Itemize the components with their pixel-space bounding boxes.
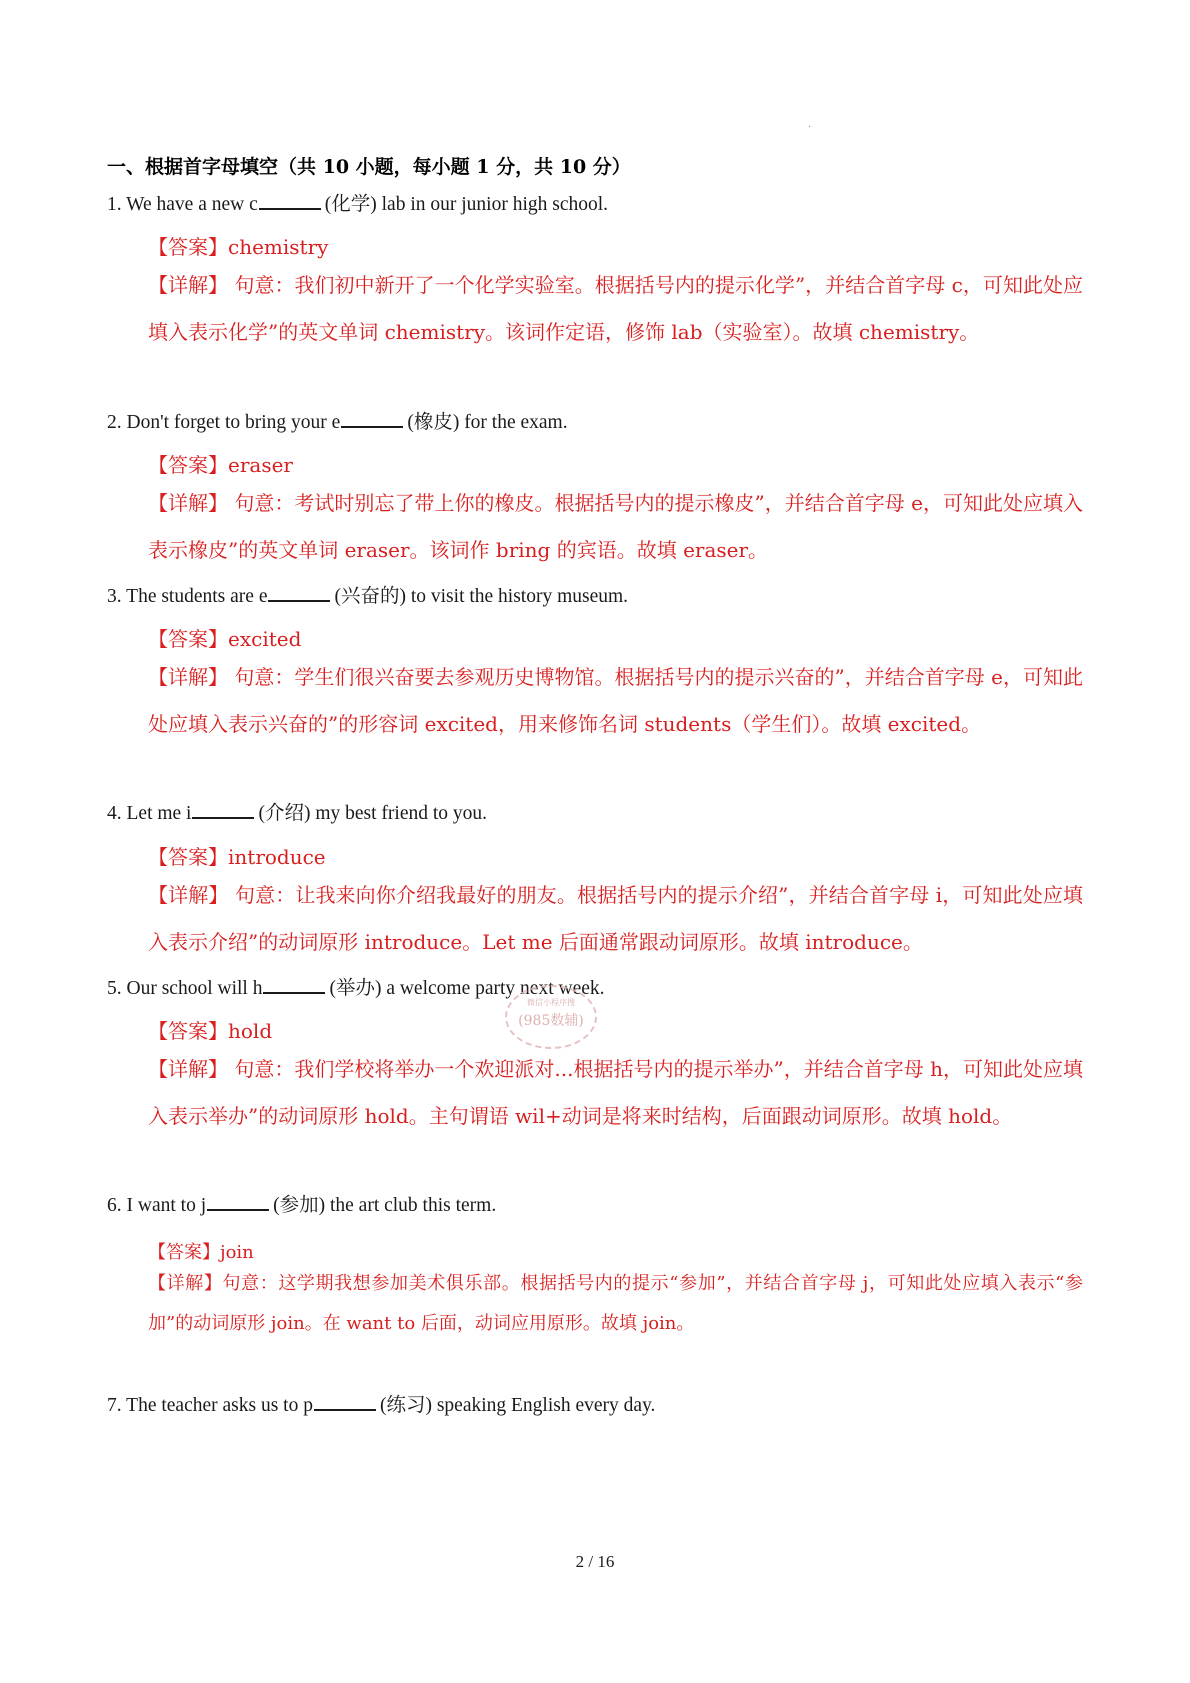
answer-blank-4 — [192, 801, 254, 819]
question-3: 3. The students are e (兴奋的) to visit the history museum. — [107, 586, 629, 607]
explanation-1: 【详解】 句意：我们初中新开了一个化学实验室。根据括号内的提示化学”，并结合首字母 c，可知此处应填入表示化学”的英文单词 chemistry。该词作定语，修饰 lab（实验室）。故填 chemistry。 — [148, 273, 1083, 344]
answer-4: 【答案】introduce — [148, 845, 326, 869]
explanation-4: 【详解】 句意：让我来向你介绍我最好的朋友。根据括号内的提示介绍”，并结合首字母 i，可知此处应填入表示介绍”的动词原形 introduce。Let me 后面通常跟动词原形。故填 introduce。 — [148, 883, 1084, 954]
explanation-3: 【详解】 句意：学生们很兴奋要去参观历史博物馆。根据括号内的提示兴奋的”，并结合首字母 e，可知此处应填入表示兴奋的”的形容词 excited，用来修饰名词 students（学生们）。故填 excited。 — [148, 665, 1084, 736]
question-6: 6. I want to j (参加) the art club this term. — [107, 1195, 497, 1216]
answer-blank-5 — [263, 976, 325, 994]
answer-6: 【答案】join — [148, 1242, 254, 1263]
question-2: 2. Don't forget to bring your e (橡皮) for the exam. — [107, 412, 568, 433]
watermark-stamp: 微信小程序搜 (985数辅) — [505, 985, 597, 1049]
answer-blank-7 — [314, 1393, 376, 1411]
explanation-5: 【详解】 句意：我们学校将举办一个欢迎派对...根据括号内的提示举办”，并结合首字母 h，可知此处应填入表示举办”的动词原形 hold。主句谓语 wil+动词是将来时结构，后面跟动词原形。故填 hold。 — [148, 1057, 1083, 1128]
question-5: 5. Our school will h (举办) a welcome party next week. — [107, 978, 605, 999]
answer-blank-6 — [207, 1193, 269, 1211]
question-7: 7. The teacher asks us to p (练习) speaking English every day. — [107, 1395, 656, 1416]
explanation-2: 【详解】 句意：考试时别忘了带上你的橡皮。根据括号内的提示橡皮”，并结合首字母 e，可知此处应填入表示橡皮”的英文单词 eraser。该词作 bring 的宾语。故填 eraser。 — [148, 491, 1084, 562]
answer-1: 【答案】chemistry — [148, 235, 329, 259]
stray-dot: · — [808, 122, 812, 133]
section-title: 一、根据首字母填空（共 10 小题，每小题 1 分，共 10 分） — [107, 156, 631, 178]
question-1: 1. We have a new c (化学) lab in our junior high school. — [107, 194, 609, 215]
page-number: 2 / 16 — [575, 1552, 615, 1571]
answer-5: 【答案】hold — [148, 1019, 273, 1043]
answer-2: 【答案】eraser — [148, 453, 293, 477]
answer-3: 【答案】excited — [148, 627, 302, 651]
answer-blank-2 — [341, 410, 403, 428]
explanation-6: 【详解】句意：这学期我想参加美术俱乐部。根据括号内的提示“参加”，并结合首字母 j，可知此处应填入表示“参加”的动词原形 join。在 want to 后面，动词应用原形。故填 join。 — [148, 1273, 1083, 1334]
answer-blank-3 — [268, 584, 330, 602]
answer-blank-1 — [259, 192, 321, 210]
question-4: 4. Let me i (介绍) my best friend to you. — [107, 803, 488, 824]
